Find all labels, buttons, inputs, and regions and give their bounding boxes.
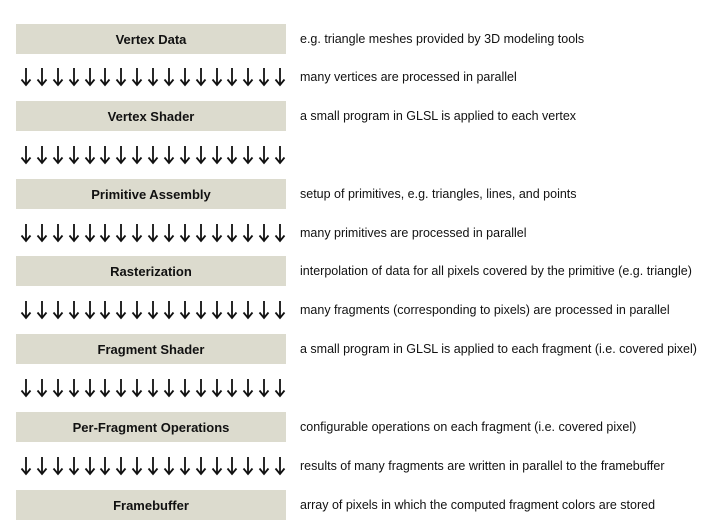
down-arrow-icon: [242, 456, 254, 476]
down-arrow-icon: [99, 223, 111, 243]
down-arrow-icon: [258, 456, 270, 476]
down-arrow-icon: [226, 456, 238, 476]
transition-row-1: [0, 62, 720, 92]
down-arrow-icon: [163, 223, 175, 243]
down-arrow-icon: [52, 67, 64, 87]
down-arrow-icon: [131, 223, 143, 243]
down-arrow-icon: [179, 378, 191, 398]
down-arrow-icon: [211, 378, 223, 398]
down-arrow-icon: [115, 223, 127, 243]
down-arrow-icon: [99, 378, 111, 398]
down-arrow-icon: [36, 378, 48, 398]
stage-box: Per-Fragment Operations: [16, 412, 286, 442]
down-arrow-icon: [274, 145, 286, 165]
down-arrow-icon: [242, 223, 254, 243]
stage-row-per-fragment-operations: [0, 412, 720, 442]
down-arrow-icon: [226, 223, 238, 243]
down-arrow-icon: [211, 223, 223, 243]
down-arrow-icon: [163, 378, 175, 398]
down-arrow-icon: [115, 378, 127, 398]
stage-row-vertex-data: [0, 24, 720, 54]
transition-description: many fragments (corresponding to pixels) are processed in parallel: [300, 303, 670, 317]
down-arrow-icon: [131, 67, 143, 87]
down-arrow-icon: [99, 67, 111, 87]
stage-box: Primitive Assembly: [16, 179, 286, 209]
down-arrow-icon: [36, 67, 48, 87]
stage-row-vertex-shader: [0, 101, 720, 131]
down-arrow-icon: [99, 300, 111, 320]
stage-row-framebuffer: [0, 490, 720, 520]
transition-row-5: [0, 373, 720, 403]
down-arrow-icon: [179, 223, 191, 243]
stage-description: a small program in GLSL is applied to each fragment (i.e. covered pixel): [300, 342, 697, 356]
down-arrow-icon: [84, 378, 96, 398]
down-arrow-icon: [52, 300, 64, 320]
down-arrow-icon: [163, 145, 175, 165]
down-arrow-icon: [147, 67, 159, 87]
down-arrow-icon: [115, 300, 127, 320]
transition-row-2: [0, 140, 720, 170]
stage-row-fragment-shader: [0, 334, 720, 364]
down-arrow-icon: [211, 67, 223, 87]
stage-row-rasterization: [0, 256, 720, 286]
down-arrow-icon: [163, 67, 175, 87]
down-arrow-icon: [163, 456, 175, 476]
down-arrow-icon: [163, 300, 175, 320]
down-arrow-icon: [242, 67, 254, 87]
down-arrow-icon: [274, 378, 286, 398]
down-arrow-icon: [274, 223, 286, 243]
down-arrow-icon: [195, 145, 207, 165]
stage-row-primitive-assembly: [0, 179, 720, 209]
down-arrow-icon: [68, 378, 80, 398]
down-arrow-icon: [52, 378, 64, 398]
parallel-arrows: [20, 373, 286, 403]
down-arrow-icon: [258, 300, 270, 320]
stage-box: Fragment Shader: [16, 334, 286, 364]
transition-row-4: [0, 295, 720, 325]
down-arrow-icon: [20, 67, 32, 87]
down-arrow-icon: [195, 378, 207, 398]
down-arrow-icon: [195, 223, 207, 243]
down-arrow-icon: [274, 300, 286, 320]
down-arrow-icon: [20, 456, 32, 476]
down-arrow-icon: [99, 456, 111, 476]
stage-description: configurable operations on each fragment (i.e. covered pixel): [300, 420, 637, 434]
transition-row-6: [0, 451, 720, 481]
stage-description: interpolation of data for all pixels covered by the primitive (e.g. triangle): [300, 264, 692, 278]
transition-description: results of many fragments are written in parallel to the framebuffer: [300, 459, 665, 473]
down-arrow-icon: [84, 223, 96, 243]
transition-row-3: [0, 218, 720, 248]
down-arrow-icon: [242, 145, 254, 165]
stage-description: e.g. triangle meshes provided by 3D modeling tools: [300, 32, 585, 46]
down-arrow-icon: [131, 456, 143, 476]
down-arrow-icon: [195, 456, 207, 476]
down-arrow-icon: [84, 456, 96, 476]
down-arrow-icon: [131, 378, 143, 398]
down-arrow-icon: [211, 456, 223, 476]
down-arrow-icon: [147, 223, 159, 243]
down-arrow-icon: [68, 300, 80, 320]
transition-description: many vertices are processed in parallel: [300, 70, 517, 84]
down-arrow-icon: [195, 300, 207, 320]
down-arrow-icon: [179, 67, 191, 87]
down-arrow-icon: [258, 378, 270, 398]
down-arrow-icon: [68, 67, 80, 87]
down-arrow-icon: [258, 67, 270, 87]
down-arrow-icon: [36, 223, 48, 243]
down-arrow-icon: [242, 300, 254, 320]
down-arrow-icon: [115, 67, 127, 87]
down-arrow-icon: [20, 145, 32, 165]
parallel-arrows: [20, 451, 286, 481]
down-arrow-icon: [226, 378, 238, 398]
down-arrow-icon: [147, 456, 159, 476]
stage-box: Vertex Shader: [16, 101, 286, 131]
down-arrow-icon: [20, 378, 32, 398]
down-arrow-icon: [20, 223, 32, 243]
down-arrow-icon: [52, 223, 64, 243]
down-arrow-icon: [52, 456, 64, 476]
down-arrow-icon: [36, 300, 48, 320]
down-arrow-icon: [115, 145, 127, 165]
down-arrow-icon: [52, 145, 64, 165]
down-arrow-icon: [36, 456, 48, 476]
stage-box: Framebuffer: [16, 490, 286, 520]
down-arrow-icon: [274, 456, 286, 476]
down-arrow-icon: [179, 145, 191, 165]
down-arrow-icon: [211, 300, 223, 320]
down-arrow-icon: [226, 67, 238, 87]
down-arrow-icon: [274, 67, 286, 87]
down-arrow-icon: [179, 300, 191, 320]
parallel-arrows: [20, 295, 286, 325]
down-arrow-icon: [68, 145, 80, 165]
parallel-arrows: [20, 140, 286, 170]
stage-box: Vertex Data: [16, 24, 286, 54]
stage-description: a small program in GLSL is applied to each vertex: [300, 109, 577, 123]
down-arrow-icon: [20, 300, 32, 320]
down-arrow-icon: [226, 300, 238, 320]
down-arrow-icon: [179, 456, 191, 476]
down-arrow-icon: [115, 456, 127, 476]
down-arrow-icon: [258, 223, 270, 243]
down-arrow-icon: [211, 145, 223, 165]
down-arrow-icon: [147, 300, 159, 320]
down-arrow-icon: [84, 67, 96, 87]
stage-box: Rasterization: [16, 256, 286, 286]
stage-description: setup of primitives, e.g. triangles, lines, and points: [300, 187, 577, 201]
down-arrow-icon: [68, 223, 80, 243]
down-arrow-icon: [99, 145, 111, 165]
stage-description: array of pixels in which the computed fragment colors are stored: [300, 498, 656, 512]
down-arrow-icon: [36, 145, 48, 165]
down-arrow-icon: [84, 145, 96, 165]
down-arrow-icon: [242, 378, 254, 398]
parallel-arrows: [20, 218, 286, 248]
down-arrow-icon: [258, 145, 270, 165]
parallel-arrows: [20, 62, 286, 92]
down-arrow-icon: [68, 456, 80, 476]
down-arrow-icon: [226, 145, 238, 165]
down-arrow-icon: [195, 67, 207, 87]
down-arrow-icon: [84, 300, 96, 320]
down-arrow-icon: [147, 378, 159, 398]
down-arrow-icon: [131, 300, 143, 320]
down-arrow-icon: [131, 145, 143, 165]
transition-description: many primitives are processed in parallel: [300, 226, 527, 240]
down-arrow-icon: [147, 145, 159, 165]
